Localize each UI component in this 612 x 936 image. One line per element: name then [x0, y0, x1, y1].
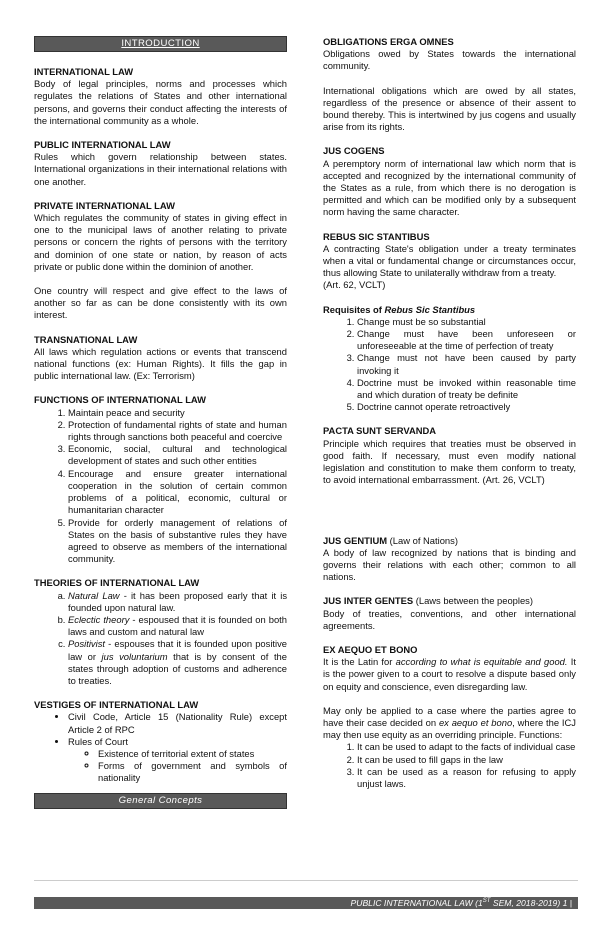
jus-inter-gentes-note: (Laws between the peoples): [413, 595, 533, 607]
footer-title: PUBLIC INTERNATIONAL LAW (1: [350, 898, 483, 908]
general-concepts-banner-label: General Concepts: [118, 794, 203, 806]
list-item: 3. Change must not have been caused by party invoking it: [357, 352, 576, 376]
list-item: 5. Provide for orderly management of relations of States on the basis of substantive rules they have agreed to observe as members of the international community.: [68, 517, 287, 566]
introduction-banner-label: INTRODUCTION: [121, 38, 200, 49]
list-item: [68, 614, 287, 638]
list-item: 1. Change must be so substantial: [357, 316, 576, 328]
functions-heading: FUNCTIONS OF INTERNATIONAL LAW: [34, 394, 207, 406]
theory-term: Eclectic theory: [68, 613, 130, 625]
transnational-law-heading: TRANSNATIONAL LAW: [34, 333, 138, 345]
international-law-heading: INTERNATIONAL LAW: [34, 66, 134, 77]
jus-inter-gentes-title: JUS INTER GENTES: [323, 595, 414, 607]
theory-term: Positivist: [68, 638, 105, 650]
requisites-prefix: Requisites of: [323, 303, 385, 315]
private-international-law-heading: PRIVATE INTERNATIONAL LAW: [34, 199, 175, 211]
ex-aequo-latin: according to what is equitable and good.: [395, 656, 568, 668]
erga-omnes-heading: OBLIGATIONS ERGA OMNES: [323, 36, 454, 47]
jus-cogens-heading: JUS COGENS: [323, 145, 385, 157]
theory-text: - espoused that it is founded on both laws and custom and natural law: [68, 613, 287, 638]
jus-gentium-note: (Law of Nations): [387, 534, 458, 546]
jus-gentium-definition: A body of law recognized by nations that is binding and governs their relations with each other; common to all nations.: [323, 546, 576, 583]
theory-text: - it has been proposed early that it is founded upon natural law.: [68, 589, 288, 613]
list-item: [68, 638, 287, 687]
list-item: 3. Economic, social, cultural and technological development of states and such other entities: [68, 443, 287, 467]
list-item: [68, 590, 287, 614]
rebus-citation: (Art. 62, VCLT): [323, 279, 386, 291]
jus-inter-gentes-heading: [323, 595, 576, 607]
right-column: [323, 36, 576, 790]
list-item: 4. Encourage and ensure greater international cooperation in the solution of certain common problems of a political, economic, cultural or humanitarian character: [68, 468, 287, 517]
list-item: 4. Doctrine must be invoked within reasonable time and which duration of treaty be definite: [357, 377, 576, 401]
jus-gentium-title: JUS GENTIUM: [323, 534, 388, 546]
list-item: • Civil Code, Article 15 (Nationality Rule) except Article 2 of RPC: [68, 711, 287, 735]
list-item: 2. Change must have been unforeseen or unforeseeable at the time of perfection of treaty: [357, 328, 576, 352]
vestiges-sublist: [68, 748, 287, 785]
ex-aequo-text: It is the power given to a court to resolve a dispute based only on equity and conscience, even disregarding law.: [323, 656, 576, 692]
list-item: ◦ Forms of government and symbols of nationality: [98, 760, 287, 784]
erga-omnes-definition: Obligations owed by States towards the international community.: [323, 48, 576, 72]
public-international-law-heading: PUBLIC INTERNATIONAL LAW: [34, 139, 171, 151]
rebus-requisites-heading: [323, 304, 576, 316]
footer-semester: SEM, 2018-2019): [490, 898, 561, 908]
rebus-definition: A contracting State's obligation under a treaty terminates when a vital or fundamental change or circumstances occur, thus allowing State to unilaterally withdraw from a treaty.: [323, 242, 576, 279]
pacta-heading: PACTA SUNT SERVANDA: [323, 425, 437, 437]
theory-term-latin: jus voluntarium: [101, 650, 168, 662]
list-item: 3. It can be used as a reason for refusing to apply unjust laws.: [357, 766, 576, 790]
list-item: [68, 736, 287, 785]
ex-aequo-latin: ex aequo et bono: [438, 716, 513, 728]
ex-aequo-text: It is the Latin for: [323, 656, 396, 668]
list-item-label: Rules of Court: [68, 735, 128, 747]
theories-heading: THEORIES OF INTERNATIONAL LAW: [34, 577, 200, 589]
page-number: 1 |: [560, 898, 572, 908]
list-item: 1. It can be used to adapt to the facts of individual case: [357, 741, 576, 753]
jus-cogens-definition: A peremptory norm of international law which norm that is accepted and recognized by the international community of the States as a rule, from which there is no derogation is permitted and which can be modified only by a subsequent norm having the same character.: [323, 157, 576, 218]
list-item: 5. Doctrine cannot operate retroactively: [357, 401, 576, 413]
rebus-requisites-list: [323, 316, 576, 414]
left-column: [34, 36, 287, 809]
jus-gentium-heading: [323, 535, 576, 547]
footer-superscript: ST: [482, 898, 491, 905]
erga-omnes-explanation: International obligations which are owed by all states, regardless of the presence or absence of their assent to bound thereby. This is intertwined by jus cogens and usually arise from its rights.: [323, 84, 576, 133]
ex-aequo-text: May only be applied to a case where the parties agree to have their case decided on: [323, 704, 576, 728]
ex-aequo-application: [323, 705, 576, 742]
international-law-definition: Body of legal principles, norms and processes which regulates the relations of States and other international persons, and governs their conduct affecting the interests of the international community as a whole.: [34, 78, 287, 126]
jus-inter-gentes-definition: Body of treaties, conventions, and other international agreements.: [323, 607, 576, 631]
ex-aequo-heading: EX AEQUO ET BONO: [323, 643, 418, 655]
introduction-banner: [34, 36, 287, 52]
list-item: 1. Maintain peace and security: [68, 407, 287, 419]
theory-text: that is by consent of the states through adoption of customs and adherence to treaties.: [68, 650, 287, 686]
transnational-law-definition: All laws which regulation actions or events that transcend national functions (ex: Human Rights). It fills the gap in public international law. (Ex: Terrorism): [34, 345, 287, 382]
requisites-term: Rebus Sic Stantibus: [384, 303, 476, 315]
page-footer: [34, 897, 578, 909]
private-international-law-definition: Which regulates the community of states in giving effect in one to the municipal laws of another relating to private persons or concern the rights of persons with the territory and dominion of one state or nation, by reason of acts private or public done within the dominion of another.: [34, 212, 287, 272]
theory-term: Natural Law: [68, 589, 120, 601]
vestiges-heading: VESTIGES OF INTERNATIONAL LAW: [34, 699, 199, 711]
public-international-law-definition: Rules which govern relationship between states. International organizations in their international relations with one another.: [34, 151, 287, 187]
functions-list: [34, 407, 287, 566]
ex-aequo-definition: [323, 656, 576, 693]
theories-list: [34, 590, 287, 688]
list-item: 2. It can be used to fill gaps in the law: [357, 754, 576, 766]
list-item: 2. Protection of fundamental rights of state and human rights through sanctions both peaceful and coercive: [68, 419, 287, 443]
rebus-heading: REBUS SIC STANTIBUS: [323, 230, 430, 242]
pacta-definition: Principle which requires that treaties must be observed in good faith. If necessary, must even modify national legislation and constitution to make them conform to treaty, to avoid international embarrassment. (Art. 26, VCLT): [323, 437, 576, 486]
general-concepts-banner: [34, 793, 287, 809]
list-item: ◦ Existence of territorial extent of states: [98, 748, 287, 760]
footer-divider: [34, 880, 578, 881]
vestiges-list: [34, 711, 287, 784]
theory-text: - espouses that it is founded upon positive law or: [68, 638, 287, 662]
ex-aequo-functions-list: [323, 741, 576, 790]
private-international-law-note: One country will respect and give effect to the laws of another so far as can be done consistently with its own interest.: [34, 285, 287, 321]
ex-aequo-text: , where the ICJ may then use equity as an overriding principle. Functions:: [323, 716, 576, 741]
